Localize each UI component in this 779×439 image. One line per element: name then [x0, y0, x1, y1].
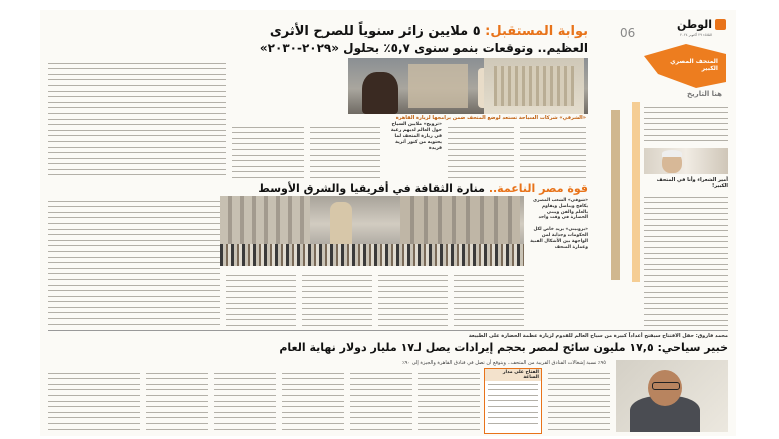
- story3-box: [484, 368, 542, 434]
- story1-headline-line1: [270, 24, 588, 39]
- story2-kicker: قوة مصر الناعمة..: [488, 182, 588, 195]
- visitor-figure: [362, 72, 398, 114]
- date-line: الثلاثاء ٢٩ أكتوبر ٢٠٢٤: [680, 33, 712, 37]
- portrait-glasses: [652, 382, 680, 390]
- story3-col-6: [146, 368, 208, 432]
- atrium-columns: [400, 196, 520, 248]
- story1-col-4: [232, 122, 304, 180]
- sidebar-headline: أمير الشعراء وأنا في المتحف الكبير!: [656, 177, 728, 190]
- story2-col-1: [454, 270, 524, 326]
- story3-col-3: [350, 368, 412, 432]
- hieroglyph-panel: [494, 66, 574, 106]
- pull-quote-text: «ترويج» ملايين السياح حول العالم لديهم رغبة في زيارة المتحف لما يحتويه من كنوز أثرية فريدة: [390, 122, 442, 151]
- story3-headline: خبير سياحي: ١٧,٥ مليون سائح لمصر بحجم إيرادات يصل لـ١٧ مليار دولار نهاية العام: [279, 341, 728, 354]
- story3-kicker: محمد فاروق: حفل الافتتاح سيفتح أعداداً كبيرة من سياح العالم للقدوم لزيارة عظمة الحضارة على الطبيعة: [468, 333, 728, 339]
- story2-pull-quote-1: «شوقي» الشعب المصري يكافح ويناضل ويقاوم بالعلم والفن ويبني الحضارة في وقت واحد: [532, 198, 588, 221]
- story3-portrait: [616, 360, 728, 432]
- story2-pull-quote-2: «برونيتي» بريد خاص لكل الحكومات وجذابة لمن الواجهة بين الأشكال الفنية وعمارة المتحف: [530, 227, 588, 250]
- story1-col-2: [448, 122, 514, 180]
- crowd: [220, 244, 524, 266]
- story3-box-body: [488, 379, 538, 429]
- sidebar-body-upper: [644, 102, 728, 146]
- story2-col-4: [226, 270, 296, 326]
- story1-headline-line2: العظيم.. وتوقعات بنمو سنوى ٥,٧٪ بحلول «٢٠٢٩-٢٠٣٠»: [259, 41, 588, 55]
- logo-mark-icon: [715, 19, 726, 30]
- story3-col-5: [214, 368, 276, 432]
- story2-col-3: [302, 270, 372, 326]
- story2-headline: [258, 182, 588, 195]
- story2-pull-quotes: [530, 198, 588, 282]
- page-number: 06: [620, 26, 636, 40]
- portrait-hair: [662, 150, 682, 157]
- story2-photo: [220, 196, 524, 266]
- story3-deck: ٩٥٪ نسبة إشغالات الفنادق القريبة من المتحف.. ويتوقع أن تصل في فنادق القاهرة والجيزة إلى ٩٠٪: [402, 360, 606, 366]
- story2-left-col: [48, 196, 220, 326]
- vertical-decor-strip: [632, 102, 640, 282]
- story1-left-col-upper: [48, 58, 226, 180]
- sidebar-body-lower: [644, 192, 728, 327]
- story1-col-1: [520, 122, 586, 180]
- section-label: المتحف المصري الكبير: [670, 58, 718, 72]
- story2-headline-text: منارة الثقافة في أفريقيا والشرق الأوسط: [258, 182, 485, 195]
- story1-photo-right: [484, 58, 584, 114]
- story3-box-title: الفتاح على مدار الساعة: [485, 369, 541, 381]
- sidebar-portrait: [644, 148, 728, 174]
- story3-col-2: [418, 368, 480, 432]
- story1-col-3: [310, 122, 380, 180]
- section-subtitle: هنا التاريخ: [687, 90, 722, 98]
- story1-photo-caption: «الشرقي» شركات السياحة تستعد لوضع المتحف ضمن برامجها لزيارة القاهرة: [395, 115, 586, 121]
- newspaper-page: [40, 10, 736, 436]
- story3-col-4: [282, 368, 344, 432]
- section-banner: [636, 44, 726, 88]
- story3-col-1: [548, 368, 610, 432]
- story3-col-7: [48, 368, 140, 432]
- story2-col-2: [378, 270, 448, 326]
- story1-pull-quote: [386, 122, 442, 178]
- section-divider: [48, 330, 728, 331]
- vertical-decor-strip-2: [611, 110, 620, 280]
- atrium-left: [220, 196, 310, 248]
- wall-relief: [408, 64, 468, 108]
- story1-kicker: بوابة المستقبل:: [485, 24, 588, 39]
- story1-headline-text: ٥ ملايين زائر سنوياً للصرح الأثرى: [269, 24, 481, 39]
- masthead-logo: الوطن: [676, 18, 712, 31]
